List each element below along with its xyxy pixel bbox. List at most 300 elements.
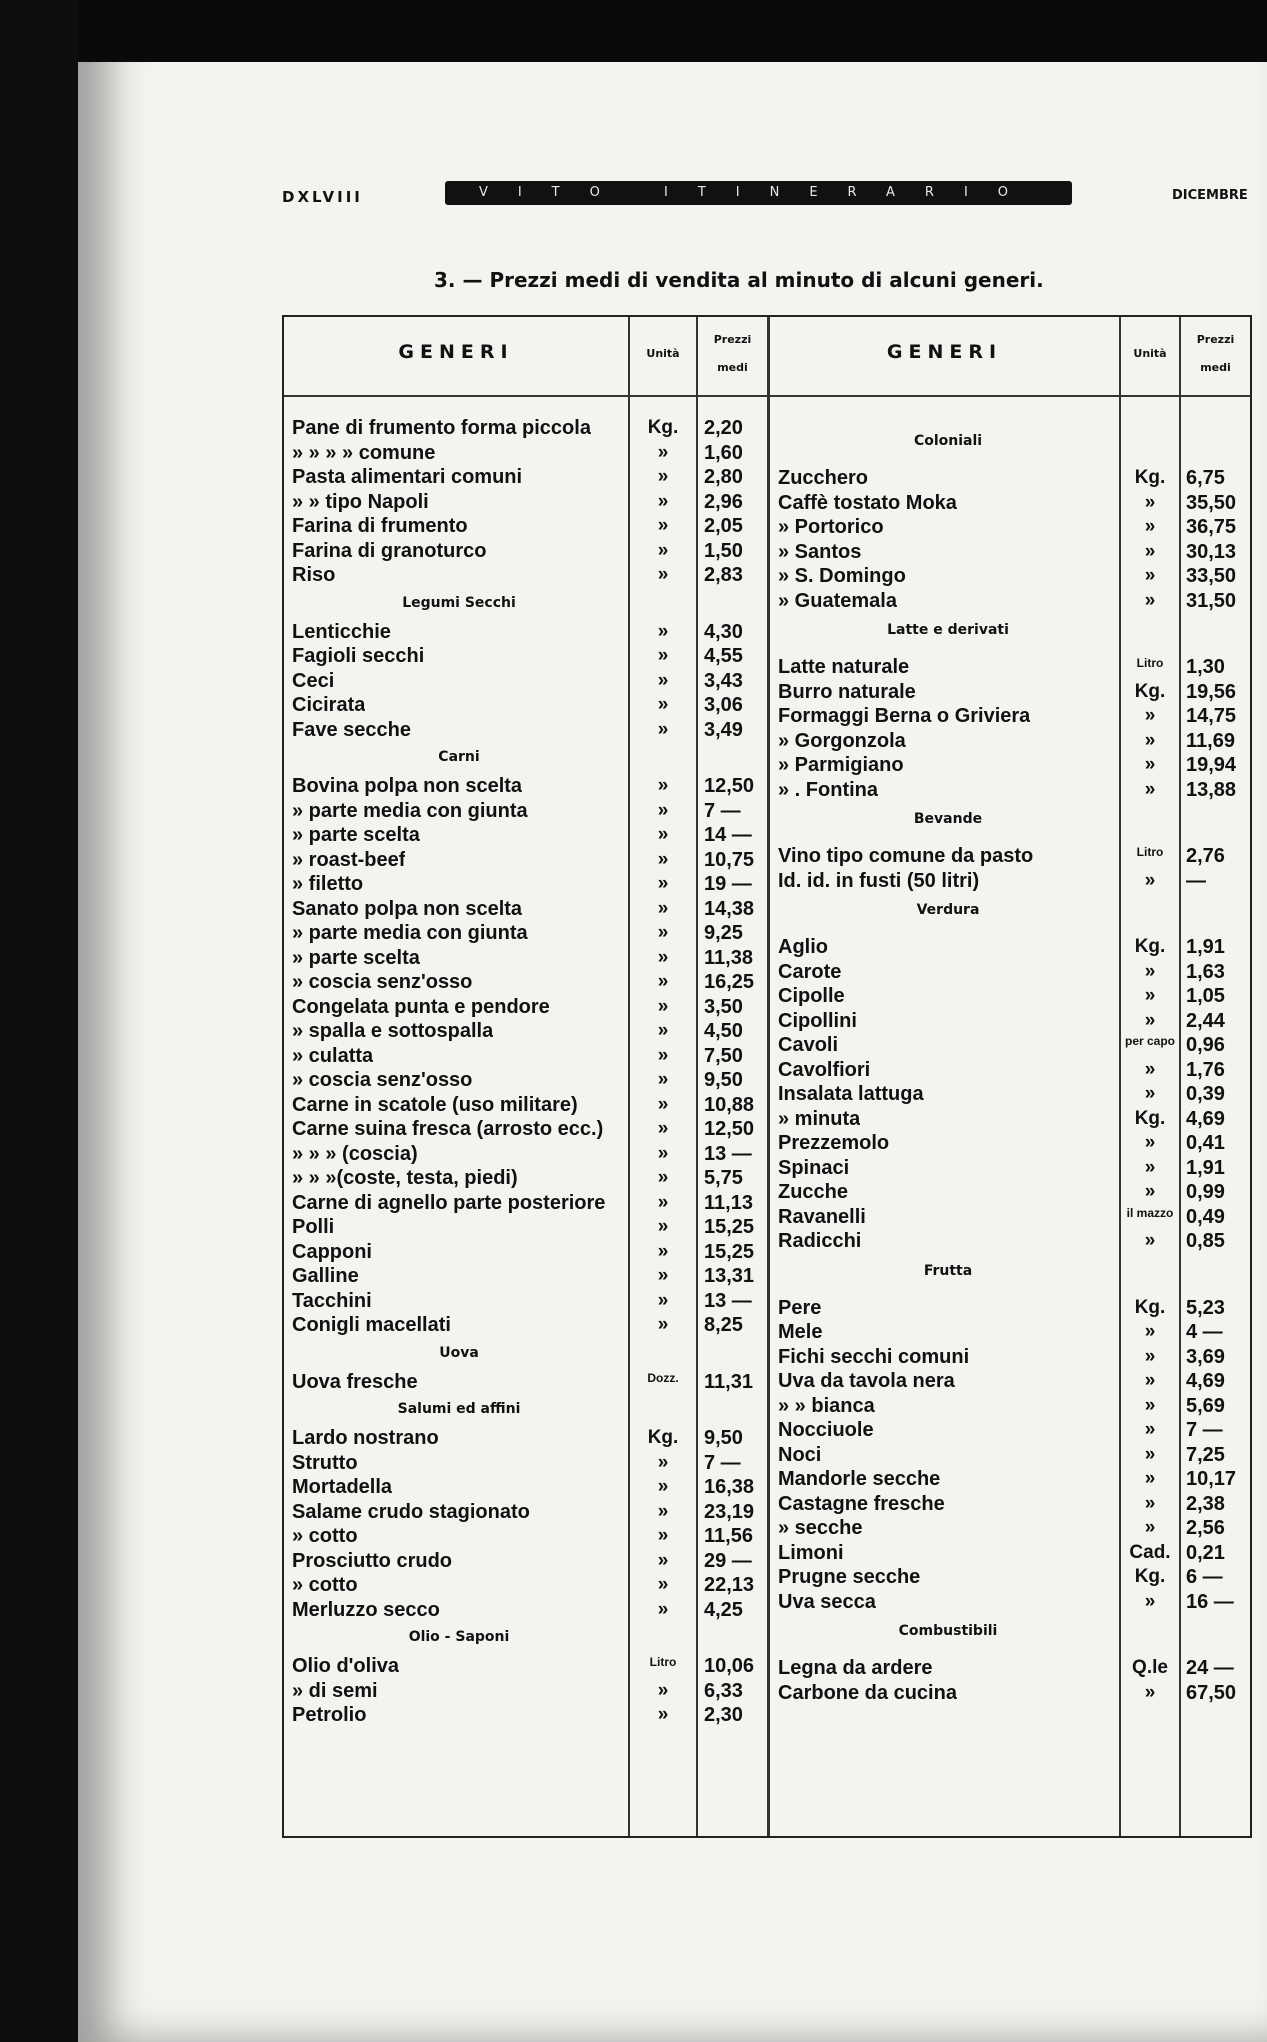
item-name: Conigli macellati [292, 1314, 451, 1336]
section-heading: Frutta [923, 1262, 973, 1279]
item-price: 6,75 [1186, 467, 1225, 489]
item-price: 4,50 [704, 1020, 743, 1042]
item-name: » cotto [292, 1525, 358, 1547]
item-name: Cavolfiori [778, 1058, 871, 1081]
item-price: 7 — [1186, 1419, 1223, 1441]
item-price: 1,60 [704, 441, 743, 464]
item-unit: » [657, 1500, 669, 1522]
scan-top-edge [78, 0, 1267, 62]
item-name: » cotto [292, 1574, 358, 1596]
item-name: Lenticchie [292, 620, 391, 643]
item-name: Uva da tavola nera [778, 1370, 955, 1392]
item-name: Mele [778, 1321, 823, 1343]
item-unit: » [657, 775, 669, 796]
item-price: 16,25 [704, 971, 755, 993]
item-name: Strutto [292, 1451, 358, 1474]
item-price: 2,80 [704, 466, 743, 488]
item-price: 11,69 [1186, 729, 1235, 752]
item-unit: Q.le [1132, 1657, 1168, 1678]
item-name: Limoni [778, 1541, 844, 1564]
table-row [284, 1108, 1250, 1133]
item-unit: Kg. [1134, 1566, 1166, 1587]
item-price: 1,76 [1186, 1058, 1225, 1081]
item-unit: » [1144, 491, 1156, 513]
table-row [284, 898, 767, 923]
table-row [284, 985, 1250, 1010]
item-unit: » [1144, 1468, 1156, 1489]
section-heading: Uova [439, 1344, 479, 1361]
section-heading: Combustibili [898, 1623, 998, 1639]
item-price: 67,50 [1186, 1681, 1237, 1704]
section-heading: Legumi Secchi [402, 594, 516, 611]
table-row [284, 1542, 1250, 1567]
section-heading: Latte e derivati [887, 622, 1009, 638]
item-unit: » [1144, 1132, 1156, 1153]
item-unit: » [657, 1069, 669, 1090]
item-unit: » [1144, 516, 1156, 537]
item-price: 9,50 [704, 1427, 743, 1449]
item-name: Zucche [778, 1181, 849, 1203]
item-unit: » [1144, 705, 1156, 726]
item-unit: » [657, 922, 669, 943]
item-price: 6 — [1186, 1566, 1223, 1588]
table-row [284, 705, 1250, 730]
item-unit: Kg. [1134, 1296, 1166, 1318]
item-name: Carne suina fresca (arrosto ecc.) [292, 1118, 604, 1140]
item-name: Uova fresche [292, 1370, 418, 1393]
col-header-unita-left: Unità [646, 347, 680, 360]
item-name: Prosciutto crudo [292, 1549, 453, 1572]
item-unit: » [1144, 985, 1156, 1006]
item-name: » parte media con giunta [292, 922, 528, 944]
item-price: 10,75 [704, 848, 755, 871]
item-name: Salame crudo stagionato [292, 1500, 530, 1523]
col-header-prezzi-left: Prezzi [713, 333, 752, 346]
item-unit: » [657, 1191, 669, 1213]
item-price: 5,23 [1186, 1296, 1225, 1319]
item-unit: » [1144, 960, 1156, 982]
section-heading: Verdura [916, 902, 980, 918]
item-price: 12,50 [704, 1118, 755, 1140]
item-name: » parte scelta [292, 824, 420, 846]
item-price: 14 — [704, 824, 752, 846]
item-unit: » [657, 669, 669, 691]
item-name: Latte naturale [778, 656, 910, 678]
item-name: Merluzzo secco [292, 1598, 440, 1621]
item-price: 4,55 [704, 645, 743, 667]
item-unit: » [657, 897, 669, 919]
item-price: 11,31 [704, 1370, 753, 1393]
item-price: 0,21 [1186, 1541, 1225, 1564]
item-name: Cipollini [778, 1009, 857, 1032]
item-name: Capponi [292, 1240, 372, 1263]
item-unit: » [1144, 1345, 1156, 1367]
item-unit: » [1144, 1517, 1156, 1538]
item-name: » roast-beef [292, 848, 406, 871]
item-name: » » bianca [778, 1394, 875, 1417]
item-name: Fagioli secchi [292, 645, 425, 667]
item-unit: » [1144, 1394, 1156, 1416]
item-unit: » [657, 1289, 669, 1311]
item-name: Congelata punta e pendore [292, 995, 550, 1018]
item-unit: » [1144, 1058, 1156, 1080]
item-name: Cicirata [292, 694, 366, 716]
item-price: 22,13 [704, 1574, 755, 1596]
item-unit: » [657, 539, 669, 561]
item-name: Riso [292, 564, 336, 586]
item-unit: » [657, 946, 669, 968]
item-unit: » [657, 645, 669, 666]
item-price: 13,31 [704, 1265, 755, 1287]
item-name: Insalata lattuga [778, 1083, 924, 1105]
header-band: VITO ITINERARIO [445, 181, 1072, 205]
item-name: Mortadella [292, 1476, 393, 1498]
item-price: 7,25 [1186, 1443, 1225, 1466]
item-name: Petrolio [292, 1704, 367, 1726]
item-unit: Cad. [1129, 1541, 1171, 1563]
item-unit: » [657, 694, 669, 715]
item-unit: » [657, 799, 669, 821]
table-row [284, 870, 1250, 895]
item-price: 2,56 [1186, 1517, 1225, 1539]
item-unit: » [657, 848, 669, 870]
table-row [284, 1444, 1250, 1469]
item-price: 31,50 [1186, 589, 1237, 612]
table-row [284, 779, 1250, 804]
item-price: 29 — [704, 1549, 752, 1572]
item-unit: » [657, 1451, 669, 1473]
item-price: 11,38 [704, 946, 753, 969]
item-price: 4 — [1186, 1321, 1223, 1343]
table-row [284, 1297, 1250, 1322]
table-row [284, 1157, 1250, 1182]
item-price: 1,91 [1186, 936, 1225, 958]
section-heading: Coloniali [913, 433, 983, 449]
item-name: » di semi [292, 1679, 378, 1702]
col-header-unita-right: Unità [1133, 347, 1167, 360]
table-row [284, 1395, 1250, 1420]
table-row [284, 1517, 1250, 1542]
item-unit: » [657, 1142, 669, 1164]
item-price: 16 — [1186, 1590, 1234, 1613]
item-name: Zucchero [778, 467, 869, 489]
table-row [284, 1265, 767, 1290]
item-unit: » [657, 1679, 669, 1701]
item-price: 5,75 [704, 1167, 743, 1189]
item-unit: » [1144, 1492, 1156, 1514]
item-price: 4,69 [1186, 1107, 1225, 1130]
item-price: 10,88 [704, 1093, 755, 1116]
item-name: » Guatemala [778, 589, 897, 612]
item-unit: » [657, 995, 669, 1017]
item-unit: » [657, 490, 669, 512]
item-unit: » [657, 564, 669, 585]
item-name: » » » (coscia) [292, 1142, 418, 1165]
item-unit: » [1144, 1156, 1156, 1178]
item-price: 1,91 [1186, 1156, 1225, 1179]
col-header-prezzi-right: Prezzi [1196, 333, 1235, 346]
item-price: 4,69 [1186, 1370, 1225, 1392]
item-price: 15,25 [704, 1216, 755, 1238]
section-heading: Bevande [913, 811, 983, 827]
table-row [284, 1230, 1250, 1255]
item-price: 8,25 [704, 1314, 743, 1336]
item-unit: » [1144, 1419, 1156, 1440]
item-price: 16,38 [704, 1476, 755, 1498]
item-name: Carbone da cucina [778, 1681, 957, 1704]
item-price: 2,44 [1186, 1009, 1225, 1032]
item-name: Caffè tostato Moka [778, 491, 957, 514]
table-row [284, 961, 1250, 986]
item-name: » Portorico [778, 516, 884, 538]
item-unit: » [657, 515, 669, 536]
item-unit: » [1144, 869, 1156, 891]
item-unit: » [657, 1598, 669, 1620]
item-price: 0,49 [1186, 1205, 1225, 1228]
item-unit: » [657, 441, 669, 463]
item-name: Polli [292, 1216, 335, 1238]
col-header-medi-left: medi [717, 361, 748, 374]
item-name: Galline [292, 1265, 359, 1287]
item-unit: Kg. [1134, 680, 1166, 702]
item-price: 35,50 [1186, 491, 1237, 514]
item-name: Bovina polpa non scelta [292, 775, 523, 797]
item-unit: » [1144, 729, 1156, 751]
item-price: 3,49 [704, 718, 743, 741]
item-unit: » [657, 971, 669, 992]
item-name: Prugne secche [778, 1566, 921, 1588]
item-name: Farina di frumento [292, 515, 468, 537]
item-name: » minuta [778, 1107, 861, 1130]
item-name: » Parmigiano [778, 754, 904, 776]
item-price: 2,20 [704, 417, 743, 439]
price-table [282, 315, 1252, 1838]
item-price: 3,69 [1186, 1345, 1225, 1368]
table-row [284, 1591, 1250, 1616]
col-header-generi-left: GENERI [398, 341, 514, 363]
item-name: » filetto [292, 873, 364, 895]
table-row [284, 1010, 1250, 1035]
item-price: 23,19 [704, 1500, 755, 1523]
table-row [284, 417, 767, 442]
table-row [284, 1034, 1250, 1059]
table-row [284, 516, 1250, 541]
item-price: 33,50 [1186, 565, 1237, 587]
item-price: 2,30 [704, 1704, 743, 1726]
item-name: Pere [778, 1296, 822, 1319]
col-header-generi-right: GENERI [886, 341, 1003, 363]
item-price: 19,56 [1186, 680, 1237, 703]
item-price: 13,88 [1186, 778, 1237, 801]
table-row [284, 1370, 1250, 1395]
item-name: Prezzemolo [778, 1132, 890, 1154]
item-unit: il mazzo [1126, 1205, 1174, 1220]
item-unit: » [1144, 1590, 1156, 1612]
item-price: 7 — [704, 799, 741, 822]
item-name: » parte scelta [292, 946, 420, 969]
item-unit: » [1144, 1681, 1156, 1703]
item-name: Pane di frumento forma piccola [292, 417, 591, 439]
table-row [284, 730, 1250, 755]
item-price: 2,38 [1186, 1492, 1225, 1515]
item-unit: » [1144, 565, 1156, 586]
item-price: 14,75 [1186, 705, 1237, 727]
item-price: 11,56 [704, 1525, 753, 1547]
item-unit: » [1144, 1181, 1156, 1202]
table-row [284, 492, 1250, 517]
table-row [284, 1321, 1250, 1346]
item-unit: » [657, 1314, 669, 1335]
item-unit: » [657, 466, 669, 487]
item-price: 4,25 [704, 1598, 743, 1621]
item-price: 13 — [704, 1289, 752, 1312]
item-unit: » [657, 1549, 669, 1571]
item-name: » . Fontina [778, 778, 878, 801]
item-unit: per capo [1124, 1034, 1175, 1048]
table-row [284, 754, 1250, 779]
item-unit: » [657, 1044, 669, 1066]
item-unit: » [657, 620, 669, 642]
item-price: 0,41 [1186, 1132, 1225, 1154]
item-name: Cavoli [778, 1034, 839, 1056]
table-row [284, 656, 1250, 681]
item-name: Carote [778, 960, 842, 983]
item-name: Spinaci [778, 1156, 850, 1179]
item-price: 3,50 [704, 995, 743, 1018]
item-unit: » [657, 1216, 669, 1237]
item-unit: » [657, 1476, 669, 1497]
item-unit: » [1144, 1083, 1156, 1104]
item-unit: » [657, 1574, 669, 1595]
item-unit: » [1144, 778, 1156, 800]
table-row [284, 565, 1250, 590]
table-row [284, 1657, 1250, 1682]
item-name: » Santos [778, 540, 862, 563]
item-price: — [1186, 869, 1206, 892]
item-price: 24 — [1186, 1657, 1234, 1679]
table-row [284, 590, 1250, 615]
item-unit: Kg. [647, 417, 679, 438]
item-price: 19,94 [1186, 754, 1237, 776]
item-unit: » [1144, 1321, 1156, 1342]
item-name: » » tipo Napoli [292, 490, 429, 513]
item-name: » » » » comune [292, 441, 436, 464]
item-name: Noci [778, 1443, 822, 1466]
table-row [284, 1206, 1250, 1231]
header-month: DICEMBRE [1172, 188, 1248, 203]
item-name: » coscia senz'osso [292, 1069, 473, 1091]
item-price: 6,33 [704, 1679, 743, 1702]
item-unit: » [657, 1093, 669, 1115]
table-row [284, 467, 1250, 492]
table-row [284, 845, 1250, 870]
item-unit: » [1144, 1009, 1156, 1031]
item-name: » parte media con giunta [292, 799, 528, 822]
table-row [284, 541, 1250, 566]
item-unit: » [657, 1240, 669, 1262]
table-row [284, 442, 767, 467]
table-row [284, 1083, 1250, 1108]
item-unit: » [657, 824, 669, 845]
item-unit: » [1144, 1370, 1156, 1391]
page-title: 3. — Prezzi medi di vendita al minuto di alcuni generi. [434, 268, 1044, 292]
item-name: Cipolle [778, 985, 845, 1007]
item-price: 2,83 [704, 564, 743, 586]
item-name: Sanato polpa non scelta [292, 897, 523, 920]
item-name: Formaggi Berna o Griviera [778, 705, 1031, 727]
item-unit: Litro [1136, 656, 1164, 670]
item-unit: » [657, 1020, 669, 1041]
item-name: Aglio [778, 936, 828, 958]
item-price: 11,13 [704, 1191, 753, 1214]
item-unit: » [657, 718, 669, 740]
item-unit: » [657, 1265, 669, 1286]
item-name: Pasta alimentari comuni [292, 466, 523, 488]
item-unit: » [1144, 1443, 1156, 1465]
item-name: » coscia senz'osso [292, 971, 473, 993]
table-row [284, 1704, 767, 1729]
item-price: 0,85 [1186, 1230, 1225, 1252]
item-unit: » [1144, 754, 1156, 775]
item-name: Id. id. in fusti (50 litri) [778, 869, 980, 892]
item-price: 10,17 [1186, 1468, 1237, 1490]
section-heading: Olio - Saponi [408, 1629, 510, 1645]
item-unit: » [1144, 1230, 1156, 1251]
item-name: » spalla e sottospalla [292, 1020, 494, 1042]
item-name: Legna da ardere [778, 1657, 933, 1679]
item-name: » culatta [292, 1044, 374, 1067]
table-row [284, 1059, 1250, 1084]
item-price: 4,30 [704, 620, 743, 643]
item-unit: Kg. [647, 1427, 679, 1448]
item-unit: Litro [649, 1655, 677, 1669]
item-price: 12,50 [704, 775, 755, 797]
item-unit: Litro [1136, 845, 1164, 859]
item-name: Vino tipo comune da pasto [778, 845, 1034, 867]
page-number: DXLVIII [282, 188, 363, 206]
item-name: » Gorgonzola [778, 729, 906, 752]
table-row [284, 621, 767, 646]
item-unit: » [657, 1525, 669, 1546]
table-row [284, 1419, 1250, 1444]
item-price: 13 — [704, 1142, 752, 1165]
item-unit: Dozz. [647, 1370, 679, 1385]
item-name: Castagne fresche [778, 1492, 945, 1515]
table-row [284, 1493, 1250, 1518]
table-row [284, 936, 1250, 961]
item-name: Mandorle secche [778, 1468, 941, 1490]
item-name: Uva secca [778, 1590, 876, 1613]
item-unit: » [1144, 540, 1156, 562]
table-row [284, 1468, 1250, 1493]
item-name: » S. Domingo [778, 565, 906, 587]
item-name: Fave secche [292, 718, 411, 741]
item-name: Farina di granoturco [292, 539, 487, 562]
item-price: 0,96 [1186, 1034, 1225, 1056]
item-name: Olio d'oliva [292, 1655, 399, 1677]
item-unit: Kg. [1134, 467, 1166, 488]
item-price: 3,43 [704, 669, 743, 692]
item-name: Ceci [292, 669, 335, 692]
table-row [284, 681, 1250, 706]
item-price: 0,99 [1186, 1181, 1225, 1203]
item-price: 2,76 [1186, 845, 1225, 867]
item-price: 7 — [704, 1451, 741, 1474]
item-name: Carne in scatole (uso militare) [292, 1093, 578, 1116]
table-row [284, 1566, 1250, 1591]
table-row [284, 1679, 1250, 1707]
item-price: 10,06 [704, 1655, 755, 1677]
